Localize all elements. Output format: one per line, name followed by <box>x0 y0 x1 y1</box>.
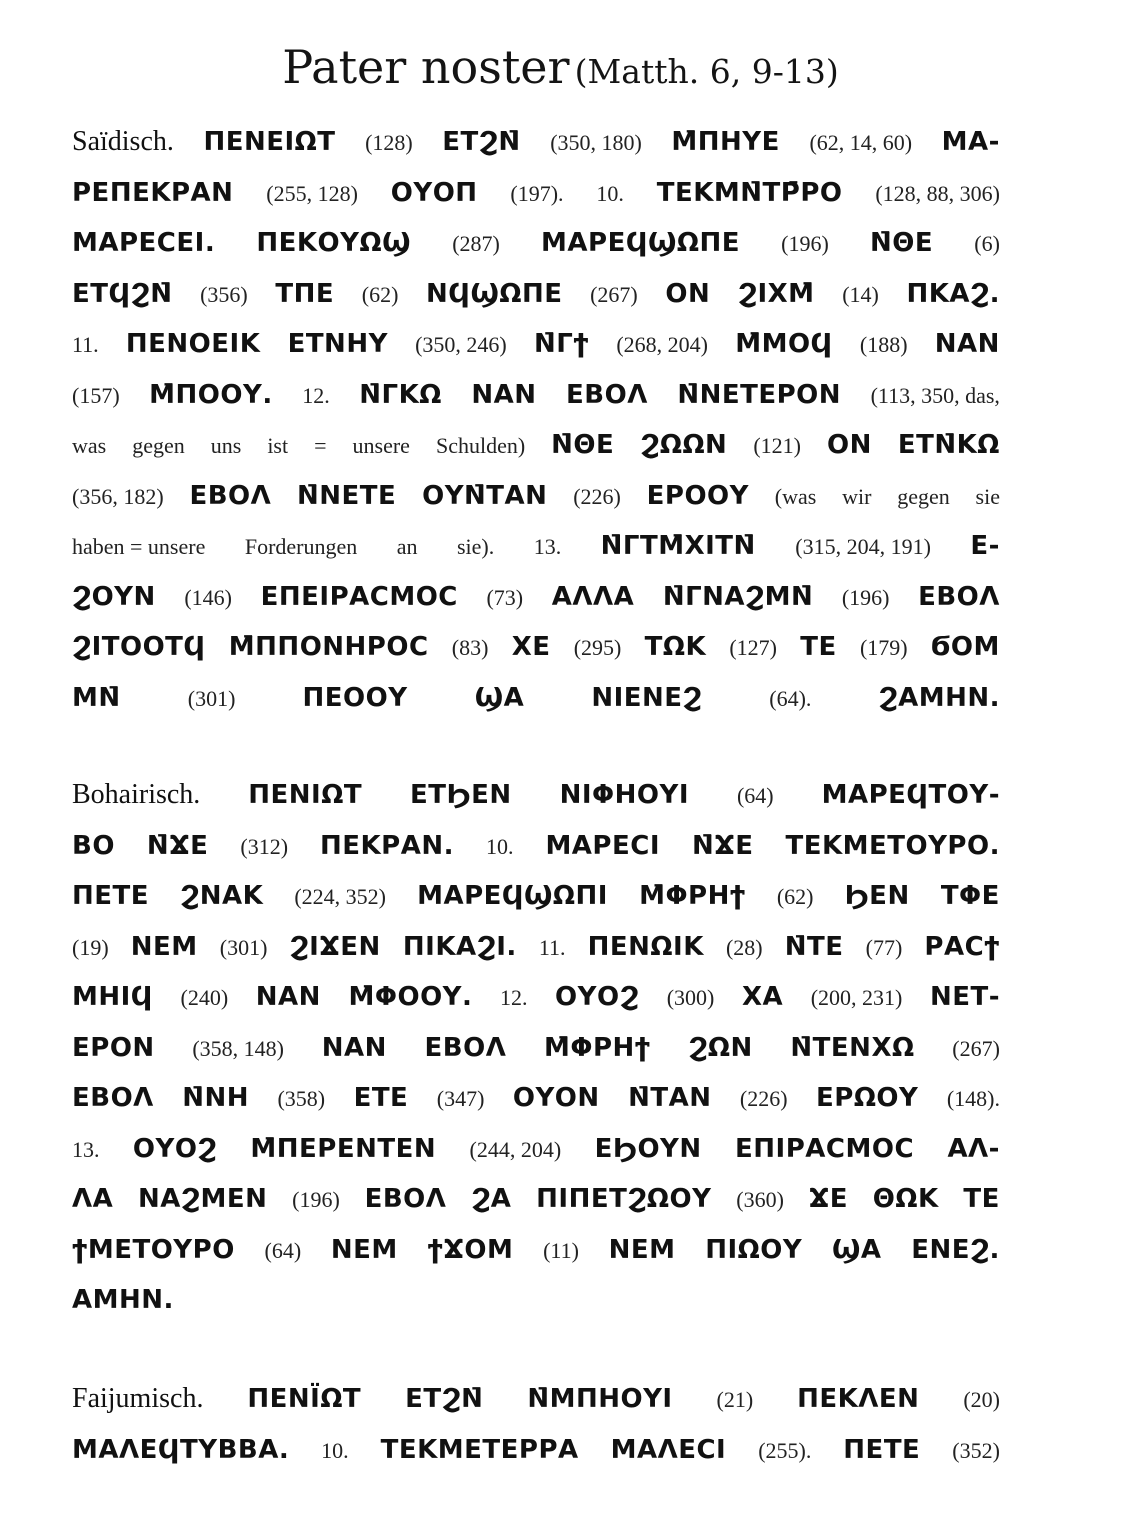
coptic-word: Ν̄Γϯ <box>533 329 590 359</box>
coptic-word: ΕΡΟΟΥ <box>646 480 749 511</box>
reference-text: 10. <box>321 1437 349 1463</box>
text-line <box>72 577 1000 617</box>
coptic-word: ΑΛ- <box>947 1133 1000 1164</box>
reference-text: (267) <box>952 1035 1000 1061</box>
reference-text: (6) <box>974 231 1000 256</box>
coptic-word: ΝΑΝ <box>321 1032 387 1063</box>
coptic-word: ΝΕΜ <box>608 1234 676 1265</box>
coptic-word: Ν̄ΤΕΝΧΩ <box>790 1032 915 1063</box>
reference-text: (113, 350, das, <box>870 382 1000 408</box>
coptic-word: ϨΑΜΗΝ. <box>878 682 1000 713</box>
coptic-word: ΝΙΦΗΟΥΙ <box>559 780 690 810</box>
reference-text: sie). <box>456 534 495 559</box>
reference-text: (21) <box>716 1387 754 1412</box>
coptic-word: ΠΕΟΟΥ <box>302 682 408 713</box>
coptic-word: ΕΤϦΕΝ <box>410 780 512 810</box>
coptic-word: Ν̄ΝΕΤΕΡΟΝ <box>677 379 842 410</box>
coptic-word: ΟΝ <box>665 278 711 309</box>
coptic-word: Μ̄ΠΗΥΕ <box>671 127 780 157</box>
reference-text: (197). <box>510 180 564 206</box>
reference-text: (360) <box>736 1187 784 1212</box>
reference-text: (77) <box>865 934 903 960</box>
reference-text: (268, 204) <box>616 332 708 357</box>
coptic-word: Μ̄ΠΕΡΕΝΤΕΝ <box>250 1133 437 1164</box>
coptic-word: Ν̄ΓΤΜ̄ΧΙΤΝ̄ <box>600 531 756 561</box>
coptic-word: Μ̄ΦΡΗϯ <box>544 1032 651 1063</box>
coptic-word: Ν̄ΝΗ <box>182 1083 250 1113</box>
coptic-word: ϨΝΑΚ <box>180 881 264 911</box>
coptic-word: ΝΕΜ <box>330 1234 398 1265</box>
dialect-heading: Faijumisch. <box>72 1383 204 1414</box>
coptic-word: ΜΗΙϤ <box>72 982 153 1012</box>
reference-text: (301) <box>187 685 236 711</box>
title-reference: (Matth. 6, 9-13) <box>574 52 839 91</box>
reference-text: (20) <box>963 1387 1000 1412</box>
coptic-word: ΠΕΝΪΩΤ <box>247 1384 362 1414</box>
coptic-word: ΠΕΚΛΕΝ <box>797 1384 920 1414</box>
coptic-word: ΝΑΝ <box>934 329 1000 359</box>
coptic-word: ΕΒΟΛ <box>189 480 272 511</box>
coptic-word: ΕΤϨΝ̄ <box>405 1384 484 1414</box>
text-line <box>72 1230 1000 1270</box>
coptic-word: Μ̄ΜΟϤ <box>735 329 833 359</box>
reference-text: (255, 128) <box>266 180 358 206</box>
reference-text: (128) <box>365 130 413 155</box>
reference-text: (121) <box>753 433 801 458</box>
coptic-word: ΒΟ <box>72 830 115 861</box>
coptic-word: ΕΤϨΝ̄ <box>442 127 521 157</box>
coptic-word: ϪΕ <box>808 1184 848 1214</box>
coptic-word: ΝΙΕΝΕϨ <box>591 682 703 713</box>
coptic-word: ΜΝ̄ <box>72 682 121 713</box>
coptic-word: ΟΝ <box>826 430 872 460</box>
reference-text: (255). <box>758 1437 812 1463</box>
text-line <box>72 1129 1000 1169</box>
coptic-word: ΟΥΟΝ <box>512 1083 600 1113</box>
coptic-word: ϨΩΩΝ <box>640 430 728 460</box>
coptic-word: Ν̄ΤΑΝ <box>628 1083 712 1113</box>
reference-text: (64) <box>264 1237 302 1263</box>
coptic-word: ΕΤΕ <box>353 1083 409 1113</box>
reference-text: (224, 352) <box>294 884 386 909</box>
coptic-word: ΕΠΕΙΡΑϹΜΟϹ <box>260 581 458 612</box>
reference-text: sie <box>975 483 1000 509</box>
reference-text: (356, 182) <box>72 483 164 509</box>
text-line <box>72 1078 1000 1118</box>
dialect-heading: Saïdisch. <box>72 126 174 157</box>
reference-text: was <box>72 433 107 458</box>
reference-text: (83) <box>451 635 489 660</box>
reference-text: 11. <box>72 332 99 357</box>
reference-text: 10. <box>596 180 624 206</box>
reference-text: (200, 231) <box>810 985 903 1010</box>
reference-text: 13. <box>72 1136 100 1162</box>
reference-text: (287) <box>452 231 500 256</box>
text-line <box>72 927 1000 967</box>
reference-text: 13. <box>533 534 562 559</box>
coptic-word: ΕΝΕϨ. <box>911 1234 1000 1265</box>
reference-text: (240) <box>180 985 229 1010</box>
coptic-word: ΝϤϢΩΠΕ <box>426 278 563 309</box>
coptic-word: ΠΕΤΕ <box>72 881 150 911</box>
reference-text: (188) <box>859 332 908 357</box>
coptic-word: ΕϦΟΥΝ <box>594 1133 702 1164</box>
coptic-word: ΕΒΟΛ <box>72 1083 154 1113</box>
coptic-word: ΟΥΟϨ <box>132 1133 217 1164</box>
reference-text: 12. <box>302 382 330 408</box>
coptic-word: ΕΠΙΡΑϹΜΟϹ <box>735 1133 915 1164</box>
coptic-word: ϨΙΤΟΟΤϤ <box>72 632 206 662</box>
text-line <box>72 876 1000 916</box>
coptic-word: ΝΑΝ <box>255 982 321 1012</box>
coptic-word: ΘΩΚ <box>872 1184 939 1214</box>
reference-text: gegen <box>132 433 185 458</box>
text-line <box>72 122 1000 162</box>
text-line <box>72 775 1000 815</box>
coptic-word: ΕΤΝ̄ΚΩ <box>897 430 1000 460</box>
coptic-word: Ν̄ΝΕΤΕ <box>297 480 397 511</box>
reference-text: 12. <box>499 985 528 1010</box>
coptic-word: ΡΑϹϯ <box>924 931 1000 962</box>
coptic-word: ΠΕΝΟΕΙΚ <box>125 329 261 359</box>
text-line <box>72 324 1000 364</box>
reference-text: Forderungen <box>244 534 358 559</box>
text-line <box>72 274 1000 314</box>
reference-text: (19) <box>72 934 109 960</box>
reference-text: (356) <box>200 281 248 307</box>
coptic-word: ΝΑΝ <box>471 379 537 410</box>
coptic-word: ϨΙΧΜ̄ <box>737 278 815 309</box>
coptic-word: ΕΤϤϨΝ̄ <box>72 278 173 309</box>
coptic-word: ΠΕΚΟΥΩϢ <box>256 228 412 258</box>
coptic-word: ΠΙΚΑϨΙ. <box>402 931 517 962</box>
reference-text: (62) <box>361 281 399 307</box>
dialect-heading: Bohairisch. <box>72 779 201 810</box>
reference-text: (300) <box>666 985 715 1010</box>
coptic-word: ϢΑ <box>474 682 525 713</box>
coptic-word: ΝΕΤ- <box>929 982 1000 1012</box>
reference-text: gegen <box>897 483 950 509</box>
coptic-word: ΕΒΟΛ <box>364 1184 447 1214</box>
reference-text: (73) <box>486 584 524 610</box>
reference-text: (28) <box>725 934 763 960</box>
text-line <box>72 977 1000 1017</box>
reference-text: (358, 148) <box>192 1035 285 1061</box>
coptic-word: ΕΡΟΝ <box>72 1032 155 1063</box>
coptic-word: ϨΙϪΕΝ <box>289 931 381 962</box>
coptic-word: ΤΕΚΜΕΤΟΥΡΟ. <box>785 830 1000 861</box>
reference-text: Schulden) <box>435 433 526 458</box>
coptic-word: ΠΕΝΙΩΤ <box>248 780 363 810</box>
coptic-word: ΡΕΠΕΚΡΑΝ <box>72 177 234 208</box>
page-title <box>0 40 1121 94</box>
reference-text: (64). <box>769 685 812 711</box>
reference-text: (62) <box>776 884 814 909</box>
coptic-word: Ν̄ΤΕ <box>784 931 844 962</box>
coptic-word: ϬΟΜ <box>930 632 1000 662</box>
reference-text: (347) <box>436 1086 485 1111</box>
reference-text: (148). <box>946 1086 1000 1111</box>
reference-text: (315, 204, 191) <box>795 534 931 559</box>
coptic-word: ΟΥΝ̄ΤΑΝ <box>422 480 548 511</box>
text-line <box>72 678 1000 718</box>
reference-text: = <box>314 433 327 458</box>
coptic-word: Ν̄ΘΕ <box>551 430 615 460</box>
reference-text: (350, 180) <box>550 130 642 155</box>
coptic-word: ΑΜΗΝ. <box>72 1285 174 1315</box>
reference-text: (226) <box>739 1086 788 1111</box>
coptic-word: ΕΒΟΛ <box>918 581 1000 612</box>
text-line <box>72 375 1000 415</box>
reference-text: (14) <box>842 281 879 307</box>
text-line <box>72 1379 1000 1419</box>
reference-text: (128, 88, 306) <box>875 180 1000 206</box>
coptic-word: ΠΕΝΩΙΚ <box>587 931 704 962</box>
coptic-word: ΠΚΑϨ. <box>906 278 1000 309</box>
coptic-word: ΤΕ <box>963 1184 1000 1214</box>
coptic-word: ϨΩΝ <box>688 1032 753 1063</box>
reference-text: unsere <box>352 433 410 458</box>
coptic-word: ΧΕ <box>511 632 551 662</box>
text-line <box>72 1280 1000 1320</box>
coptic-word: ΠΕΤΕ <box>843 1434 921 1465</box>
reference-text: (358) <box>277 1086 326 1111</box>
reference-text: (11) <box>543 1237 579 1263</box>
text-line <box>72 826 1000 866</box>
text-line <box>72 526 1000 566</box>
coptic-word: ΕΤΝΗΥ <box>287 329 388 359</box>
coptic-word: ΜΑΡΕϹΕΙ. <box>72 228 216 258</box>
reference-text: 11. <box>538 934 566 960</box>
reference-text: (350, 246) <box>415 332 507 357</box>
coptic-word: ΝΕΜ <box>130 931 198 962</box>
coptic-word: ϨΑ <box>471 1184 512 1214</box>
coptic-word: ΤΩΚ <box>644 632 707 662</box>
coptic-word: ΟΥΟϨ <box>555 982 640 1012</box>
coptic-word: Ν̄ΓΝΑϨΜΝ̄ <box>662 581 814 612</box>
coptic-word: ϯΜΕΤΟΥΡΟ <box>72 1234 235 1265</box>
coptic-word: ϯϪΟΜ <box>427 1234 514 1265</box>
text-line <box>72 1430 1000 1470</box>
reference-text: an <box>396 534 418 559</box>
coptic-word: ΟΥΟΠ <box>390 177 478 208</box>
coptic-word: ϨΟΥΝ <box>72 581 156 612</box>
coptic-word: ΠΙΩΟΥ <box>705 1234 803 1265</box>
coptic-word: ΜΑΛΕϹΙ <box>610 1434 727 1465</box>
text-line <box>72 1179 1000 1219</box>
reference-text: (157) <box>72 382 120 408</box>
coptic-word: Ε- <box>970 531 1000 561</box>
reference-text: (295) <box>573 635 622 660</box>
coptic-word: Ν̄ΜΠΗΟΥΙ <box>527 1384 673 1414</box>
coptic-word: Μ̄ΦΟΟΥ. <box>348 982 473 1012</box>
coptic-word: ΠΙΠΕΤϨΩΟΥ <box>536 1184 712 1214</box>
coptic-word: ΜΑΡΕϤΤΟΥ- <box>821 780 1000 810</box>
reference-text: haben = unsere <box>72 534 206 559</box>
coptic-word: ϦΕΝ <box>844 881 910 911</box>
text-line <box>72 173 1000 213</box>
reference-text: (62, 14, 60) <box>809 130 913 155</box>
text-line <box>72 1028 1000 1068</box>
coptic-word: Ν̄ΓΚΩ <box>359 379 442 410</box>
reference-text: (196) <box>292 1187 340 1212</box>
reference-text: (352) <box>952 1437 1000 1463</box>
reference-text: (301) <box>219 934 268 960</box>
text-line <box>72 627 1000 667</box>
coptic-word: ΤΠΕ <box>275 278 335 309</box>
coptic-word: ΜΑ- <box>941 127 1000 157</box>
coptic-word: ΠΕΝΕΙΩΤ <box>203 127 336 157</box>
reference-text: (312) <box>240 833 289 859</box>
reference-text: (196) <box>841 584 890 610</box>
reference-text: (267) <box>590 281 638 307</box>
coptic-word: ΜΑΡΕϹΙ <box>545 830 661 861</box>
coptic-word: ΤΦΕ <box>940 881 1000 911</box>
coptic-word: ΑΛΛΑ <box>551 581 635 612</box>
reference-text: wir <box>842 483 872 509</box>
reference-text: (146) <box>184 584 233 610</box>
reference-text: (179) <box>859 635 908 660</box>
coptic-word: Μ̄ΠΠΟΝΗΡΟϹ <box>228 632 429 662</box>
coptic-word: ΤΕΚΜΕΤΕΡΡΑ <box>380 1434 579 1465</box>
reference-text: (226) <box>573 483 621 509</box>
coptic-word: ΤΕ <box>800 632 837 662</box>
coptic-word: Ν̄ϪΕ <box>146 830 209 861</box>
coptic-word: Ν̄ΘΕ <box>870 228 934 258</box>
coptic-word: ΜΑΛΕϤΤΥΒΒΑ. <box>72 1434 290 1465</box>
coptic-word: Ν̄ϪΕ <box>691 830 754 861</box>
reference-text: (196) <box>781 231 829 256</box>
reference-text: (was <box>774 483 817 509</box>
reference-text: (244, 204) <box>469 1136 562 1162</box>
reference-text: uns <box>210 433 242 458</box>
coptic-word: ΠΕΚΡΑΝ. <box>320 830 454 861</box>
coptic-word: ΧΑ <box>741 982 784 1012</box>
coptic-word: ΕΒΟΛ <box>424 1032 507 1063</box>
coptic-word: ΜΑΡΕϤϢΩΠΙ <box>417 881 608 911</box>
coptic-word: Μ̄ΠΟΟΥ. <box>149 379 273 410</box>
text-line <box>72 223 1000 263</box>
coptic-word: ϢΑ <box>831 1234 882 1265</box>
reference-text: ist <box>267 433 289 458</box>
text-line <box>72 476 1000 516</box>
coptic-word: ΜΑΡΕϤϢΩΠΕ <box>541 228 740 258</box>
reference-text: (64) <box>736 783 774 808</box>
coptic-word: Μ̄ΦΡΗϯ <box>639 881 746 911</box>
reference-text: 10. <box>485 833 514 859</box>
coptic-word: ΕΒΟΛ <box>566 379 648 410</box>
coptic-word: ΕΡΩΟΥ <box>816 1083 919 1113</box>
coptic-word: ΛΑ <box>72 1184 114 1214</box>
text-line <box>72 425 1000 465</box>
coptic-word: ΝΑϨΜΕΝ <box>138 1184 268 1214</box>
reference-text: (127) <box>729 635 778 660</box>
coptic-word: ΤΕΚΜΝ̄ΤΡ̄ΡΟ <box>656 177 843 208</box>
title-main: Pater noster <box>282 40 570 94</box>
